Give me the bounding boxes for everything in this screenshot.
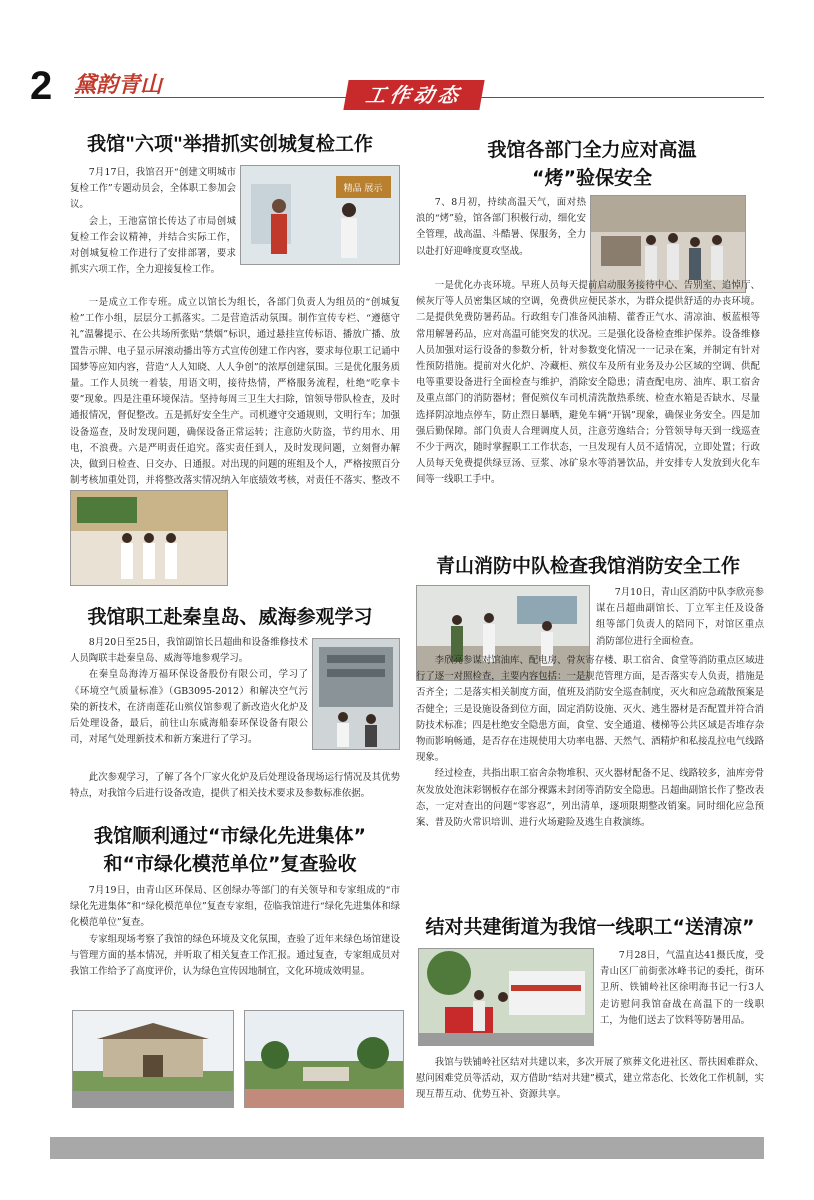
article3-para2: 专家组现场考察了我馆的绿色环境及文化氛围，查验了近年来绿色场馆建设与管理方面的基本情况，并听取了相关复查工作汇报。通过复查，专家组成员对我馆工作给予了高度评价，认为绿色宣传因地制宜，文化环境成效明显。 bbox=[70, 933, 400, 978]
article3-title-line1: 我馆顺利通过“市绿化先进集体” bbox=[94, 825, 366, 847]
article4-title-line1: 我馆各部门全力应对高温 bbox=[487, 139, 697, 161]
article1-para1: 7月17日，我馆召开“创建文明城市复检工作”专题动员会，全体职工参加会议。 bbox=[70, 167, 236, 211]
article3-photo2 bbox=[244, 1010, 404, 1108]
article6-photo bbox=[418, 948, 594, 1046]
article5-para1: 7月10日，青山区消防中队李欣亮参谋在吕超曲副馆长、丁立军主任及设备组等部门负责人的陪同下，对馆区重点消防部位进行全面检查。 bbox=[596, 587, 764, 647]
masthead-title: 黛韵青山 bbox=[74, 72, 163, 98]
article6-para2: 我馆与铁铺岭社区结对共建以来，多次开展了殡葬文化进社区、帮扶困难群众、慰问困难党员等活动，双方借助“结对共建”模式，建立常态化、长效化工作机制，实现互帮互动、优势互补、资源共享。 bbox=[416, 1057, 764, 1101]
article2-para2: 在秦皇岛海涛万福环保设备股份有限公司，学习了《环境空气质量标准》（GB3095-2012）和解决空气污染的新技术，在济南莲花山殡仪馆参观了新改造火化炉及后处理设备，最后，前往山东威海船泰环保设备有限公司，对尾气处理新技术和新方案进行了学习。 bbox=[70, 669, 308, 746]
article6-title: 结对共建街道为我馆一线职工“送清凉” bbox=[425, 916, 755, 938]
article3-body bbox=[70, 883, 400, 1003]
garden-illustration bbox=[245, 1011, 403, 1107]
hall-building-illustration bbox=[73, 1011, 233, 1107]
equipment-visit-illustration bbox=[313, 639, 399, 749]
cooling-supplies-illustration bbox=[419, 949, 593, 1045]
article6-body bbox=[416, 1055, 764, 1125]
article6-para1: 7月28日，气温直达41摄氏度，受青山区厂前街张冰峰书记的委托，街环卫所、铁铺岭社区徐明海书记一行3人走访慰问我馆奋战在高温下的一线职工，为他们送去了饮料等防暑用品。 bbox=[600, 950, 764, 1026]
page-number: 2 bbox=[30, 64, 53, 108]
article4-title-line2: “烤”验保安全 bbox=[532, 167, 652, 189]
article3-para1: 7月19日，由青山区环保局、区创绿办等部门的有关领导和专家组成的“市绿化先进集体”和“绿化模范单位”复查专家组，莅临我馆进行“绿化先进集体和绿化模范单位”复查。 bbox=[70, 885, 400, 929]
article1-para2: 会上，王池富馆长传达了市局创城复检工作会议精神，并结合实际工作，对创城复检工作进行了安排部署，要求抓实六项工作，全力迎接复检工作。 bbox=[70, 215, 236, 276]
article2-para1: 8月20日至25日，我馆副馆长吕超曲和设备维修技术人员陶联丰赴秦皇岛、威海等地参观学习。 bbox=[70, 637, 308, 665]
article4-para2: 一是优化办丧环境。早班人员每天提前启动服务接待中心、告别室、追悼厅、候灰厅等人员密集区域的空调，免费供应便民茶水，为群众提供舒适的办丧环境。二是提供免费防暑药品。行政组专门准备风油精、藿香正气水、清凉油、板蓝根等常用解暑药品，应对高温可能突发的状况。三是强化设备检查维护保养。设备维修人员加强对运行设备的参数分析，针对参数变化情况一一记录在案，并制定有针对性预防措施。提前对火化炉、冷藏柜、殡仪车及所有业务及办公区域的空调、供配电等重要设备进行全面检查与维护，消除安全隐患；清查配电房、油库、职工宿舍及重点部门的消防器材；督促殡仪车司机清洗散热系统、检查水箱是否缺水、尽量选择阴凉地点停车，防止烈日暴晒，避免车辆“开锅”现象，确保业务安全。四是加强后勤保障。部门负责人合理调度人员，注意劳逸结合；分管领导每天到一线巡查不少于两次，随时掌握职工工作状态，一旦发现有人员不适情况，立即处置；行政人员每天免费提供绿豆汤、豆浆、冰矿泉水等消暑饮品，并安排专人发放到火化车间等一线职工手中。 bbox=[416, 280, 760, 486]
article3-photo1 bbox=[72, 1010, 234, 1108]
footer-bar bbox=[50, 1137, 764, 1159]
article1-photo2 bbox=[70, 490, 228, 586]
article5-title: 青山消防中队检查我馆消防安全工作 bbox=[435, 555, 740, 577]
article1-photo1 bbox=[240, 165, 400, 265]
article6-intro bbox=[600, 948, 764, 1048]
article5-para2: 李欣亮参谋对馆油库、配电房、骨灰寄存楼、职工宿舍、食堂等消防重点区域进行了逐一对照检查，主要内容包括：一是规范管理方面，是否落实专人负责，措施是否齐全；二是落实相关制度方面，值班及消防安全巡查制度，灭火和应急疏散预案是否健全；三是设施设备到位方面，固定消防设施、灭火、逃生器材是否配置并符合消防技术标准；四是杜绝安全隐患方面，食堂、安全通道、楼梯等公共区域是否堆存杂物而影响畅通，是否存在违规使用大功率电器、天然气、酒精炉和私接乱拉电气线路现象。 bbox=[416, 655, 764, 764]
article1-intro bbox=[70, 165, 236, 293]
article5-para3: 经过检查，共指出职工宿舍杂物堆积、灭火器材配备不足、线路较多，油库旁骨灰发放处泡沫彩钢板存在部分裸露未封闭等消防安全隐患。吕超曲副馆长作了整改表态，一定对查出的问题“零容忍”，列出清单，逐项限期整改销案。同时细化应急预案、普及防火常识培训、进行火场避险及逃生自救演练。 bbox=[416, 768, 764, 829]
article1-title: 我馆"六项"举措抓实创城复检工作 bbox=[87, 133, 373, 155]
staff-lineup-illustration bbox=[71, 491, 227, 585]
article2-title: 我馆职工赴秦皇岛、威海参观学习 bbox=[87, 606, 373, 628]
article5-intro bbox=[596, 585, 764, 651]
article2-para3: 此次参观学习，了解了各个厂家火化炉及后处理设备现场运行情况及其优势特点，对我馆今后进行设备改造，提供了相关技术要求及参数标准依据。 bbox=[70, 772, 400, 800]
article2-body bbox=[70, 770, 400, 818]
article1-body bbox=[70, 295, 400, 490]
staff-photo-illustration bbox=[241, 166, 399, 264]
article4-para1: 7、8月初，持续高温天气，面对热浪的“烤”验，馆各部门积极行动，细化安全管理，战高温、斗酷暑、保服务，全力以赴打好迎峰度夏攻坚战。 bbox=[416, 197, 586, 257]
photo1-sign: 精品 展示 bbox=[343, 184, 383, 194]
article3-title-line2: 和“市绿化模范单位”复查验收 bbox=[103, 853, 357, 875]
article4-body bbox=[416, 278, 760, 536]
article4-intro bbox=[416, 195, 586, 277]
article5-body bbox=[416, 653, 764, 893]
section-tab: 工作动态 bbox=[343, 80, 484, 110]
article2-intro bbox=[70, 635, 308, 765]
article2-photo bbox=[312, 638, 400, 750]
article1-para3: 一是成立工作专班。成立以馆长为组长，各部门负责人为组员的“创城复检”工作小组，层层分工抓落实。二是营造活动氛围。制作宣传专栏、“遵德守礼”温馨提示、在公共场所张贴“禁烟”标识，通过悬挂宣传标语、播放广播、放置告示牌、电子显示屏滚动播出等方式宣传创建工作内容，要求每位职工记诵中国梦等应知内容，营造“人人知晓、人人争创”的浓厚创建氛围。三是优化服务质量。工作人员统一着装，用语文明，接待热情，严格服务流程，杜绝“吃拿卡要”现象。四是注重环境保洁。坚持每周三卫生大扫除，馆领导带队检查，及时通报情况，督促整改。五是抓好安全生产。司机遵守交通规则，文明行车；加强设备巡查，及时发现问题，确保设备正常运转；注意防火防盗，节约用水、用电，不浪费。六是严明责任追究。落实责任到人，及时发现问题，立刻督办解决，做到日检查、日交办、日通报。对出现的问题的班组及个人，严格按照百分制考核加重处罚，并将整改落实情况纳入年底绩效考核，对责任不落实、整改不 bbox=[70, 297, 400, 487]
